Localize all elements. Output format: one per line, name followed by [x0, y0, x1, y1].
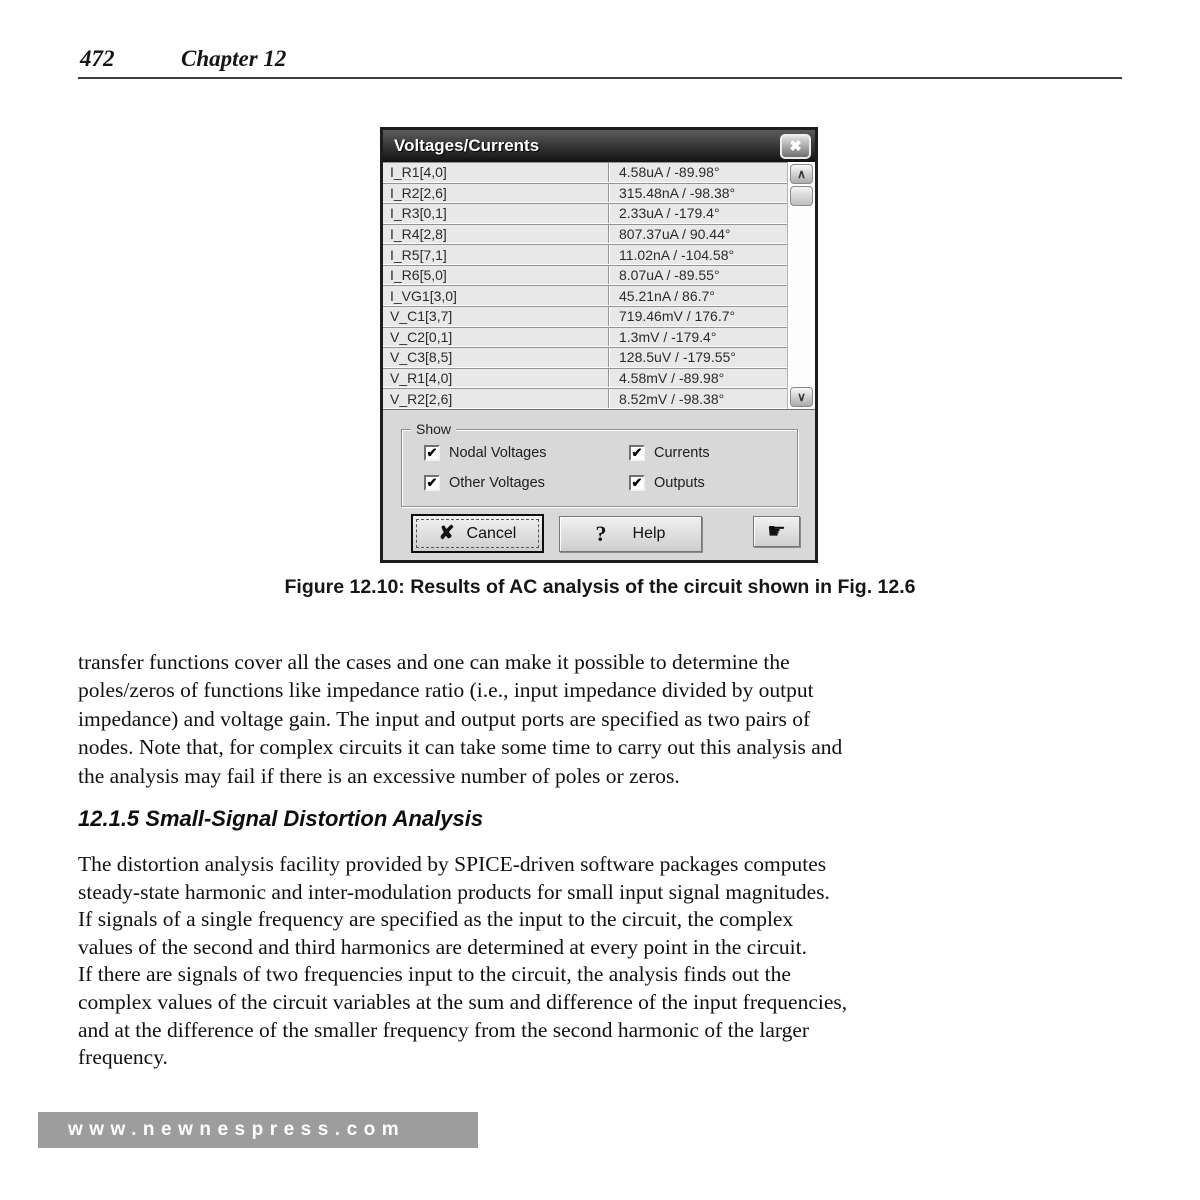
text-line: frequency.	[78, 1045, 168, 1070]
signal-value: 2.33uA / -179.4°	[609, 204, 787, 223]
checkbox-label: Outputs	[654, 475, 705, 491]
text-line: and at the difference of the smaller frequency from the second harmonic of the larger	[78, 1017, 810, 1042]
results-rows	[383, 162, 787, 409]
section-heading: 12.1.5 Small-Signal Distortion Analysis	[78, 806, 484, 831]
checkbox-outputs[interactable]	[629, 475, 705, 491]
show-group-label: Show	[411, 421, 456, 437]
table-row[interactable]	[383, 183, 787, 204]
text-line: steady-state harmonic and inter-modulation products for small input signal magnitudes.	[78, 879, 830, 904]
signal-value: 128.5uV / -179.55°	[609, 348, 787, 367]
table-row[interactable]	[383, 224, 787, 245]
question-mark-icon: ?	[595, 521, 607, 546]
table-row[interactable]	[383, 368, 787, 389]
signal-name: V_C1[3,7]	[383, 307, 609, 326]
table-row[interactable]	[383, 162, 787, 183]
table-row[interactable]	[383, 265, 787, 286]
voltages-currents-dialog	[380, 127, 818, 563]
show-groupbox	[401, 421, 798, 507]
figure-caption: Figure 12.10: Results of AC analysis of the circuit shown in Fig. 12.6	[284, 576, 916, 598]
dialog-titlebar[interactable]	[383, 130, 815, 162]
signal-name: V_R2[2,6]	[383, 389, 609, 408]
text-line: complex values of the circuit variables at the sum and difference of the input frequencies,	[78, 989, 848, 1014]
scrollbar[interactable]	[787, 162, 815, 409]
checkbox-currents[interactable]	[629, 445, 710, 461]
checkmark-icon[interactable]: ✔	[629, 445, 645, 461]
table-row[interactable]	[383, 203, 787, 224]
signal-value: 4.58mV / -89.98°	[609, 369, 787, 388]
signal-name: I_R5[7,1]	[383, 245, 609, 264]
paragraph-2	[78, 851, 1128, 1072]
signal-value: 4.58uA / -89.98°	[609, 163, 787, 182]
table-row[interactable]	[383, 306, 787, 327]
header-rule	[78, 77, 1122, 79]
signal-name: V_C3[8,5]	[383, 348, 609, 367]
dialog-title: Voltages/Currents	[394, 136, 540, 155]
help-button-label: Help	[632, 525, 666, 542]
checkbox-label: Other Voltages	[449, 475, 545, 491]
table-row[interactable]	[383, 244, 787, 265]
publisher-footer	[38, 1112, 478, 1148]
text-line: If signals of a single frequency are specified as the input to the circuit, the complex	[78, 907, 794, 932]
paragraph-1	[78, 648, 1128, 790]
signal-name: V_R1[4,0]	[383, 369, 609, 388]
checkbox-nodal-voltages[interactable]	[424, 445, 547, 461]
chapter-title: Chapter 12	[181, 46, 287, 71]
help-button[interactable]	[559, 516, 702, 552]
signal-value: 315.48nA / -98.38°	[609, 184, 787, 203]
scroll-up-icon[interactable]: ∧	[790, 164, 813, 184]
signal-name: I_R3[0,1]	[383, 204, 609, 223]
text-line: The distortion analysis facility provided by SPICE-driven software packages computes	[78, 852, 827, 876]
pointing-hand-icon: ☛	[767, 520, 786, 543]
signal-value: 719.46mV / 176.7°	[609, 307, 787, 326]
checkmark-icon[interactable]: ✔	[424, 445, 440, 461]
text-line: values of the second and third harmonics are determined at every point in the circuit.	[78, 934, 807, 959]
signal-name: I_VG1[3,0]	[383, 286, 609, 305]
publisher-url: www.newnespress.com	[68, 1119, 406, 1140]
text-line: nodes. Note that, for complex circuits it can take some time to carry out this analysis and	[78, 735, 843, 760]
cancel-button-label: Cancel	[466, 524, 517, 542]
close-icon[interactable]: ✖	[780, 134, 811, 159]
text-line: the analysis may fail if there is an excessive number of poles or zeros.	[78, 763, 680, 788]
signal-name: I_R4[2,8]	[383, 225, 609, 244]
text-line: transfer functions cover all the cases and one can make it possible to determine the	[78, 650, 790, 674]
scroll-down-icon[interactable]: ∨	[790, 387, 813, 407]
signal-name: I_R2[2,6]	[383, 184, 609, 203]
results-list	[383, 162, 815, 410]
signal-name: V_C2[0,1]	[383, 328, 609, 347]
signal-value: 807.37uA / 90.44°	[609, 225, 787, 244]
checkmark-icon[interactable]: ✔	[424, 475, 440, 491]
signal-value: 8.52mV / -98.38°	[609, 389, 787, 408]
signal-name: I_R6[5,0]	[383, 266, 609, 285]
signal-value: 8.07uA / -89.55°	[609, 266, 787, 285]
scrollbar-thumb[interactable]	[790, 186, 813, 206]
table-row[interactable]	[383, 347, 787, 368]
table-row[interactable]	[383, 327, 787, 348]
text-line: If there are signals of two frequencies input to the circuit, the analysis finds out the	[78, 962, 791, 987]
cancel-x-icon: ✘	[438, 523, 455, 544]
dialog-button-row	[383, 514, 815, 554]
signal-name: I_R1[4,0]	[383, 163, 609, 182]
checkbox-label: Nodal Voltages	[449, 445, 547, 461]
checkbox-label: Currents	[654, 445, 710, 461]
pointing-hand-button[interactable]	[753, 516, 800, 547]
page-number: 472	[80, 46, 115, 71]
checkmark-icon[interactable]: ✔	[629, 475, 645, 491]
checkbox-other-voltages[interactable]	[424, 475, 545, 491]
text-line: impedance) and voltage gain. The input and output ports are specified as two pairs of	[78, 706, 811, 731]
signal-value: 1.3mV / -179.4°	[609, 328, 787, 347]
table-row[interactable]	[383, 285, 787, 306]
cancel-button[interactable]	[411, 514, 544, 553]
signal-value: 11.02nA / -104.58°	[609, 245, 787, 264]
signal-value: 45.21nA / 86.7°	[609, 286, 787, 305]
table-row[interactable]	[383, 388, 787, 409]
text-line: poles/zeros of functions like impedance ratio (i.e., input impedance divided by output	[78, 678, 814, 703]
